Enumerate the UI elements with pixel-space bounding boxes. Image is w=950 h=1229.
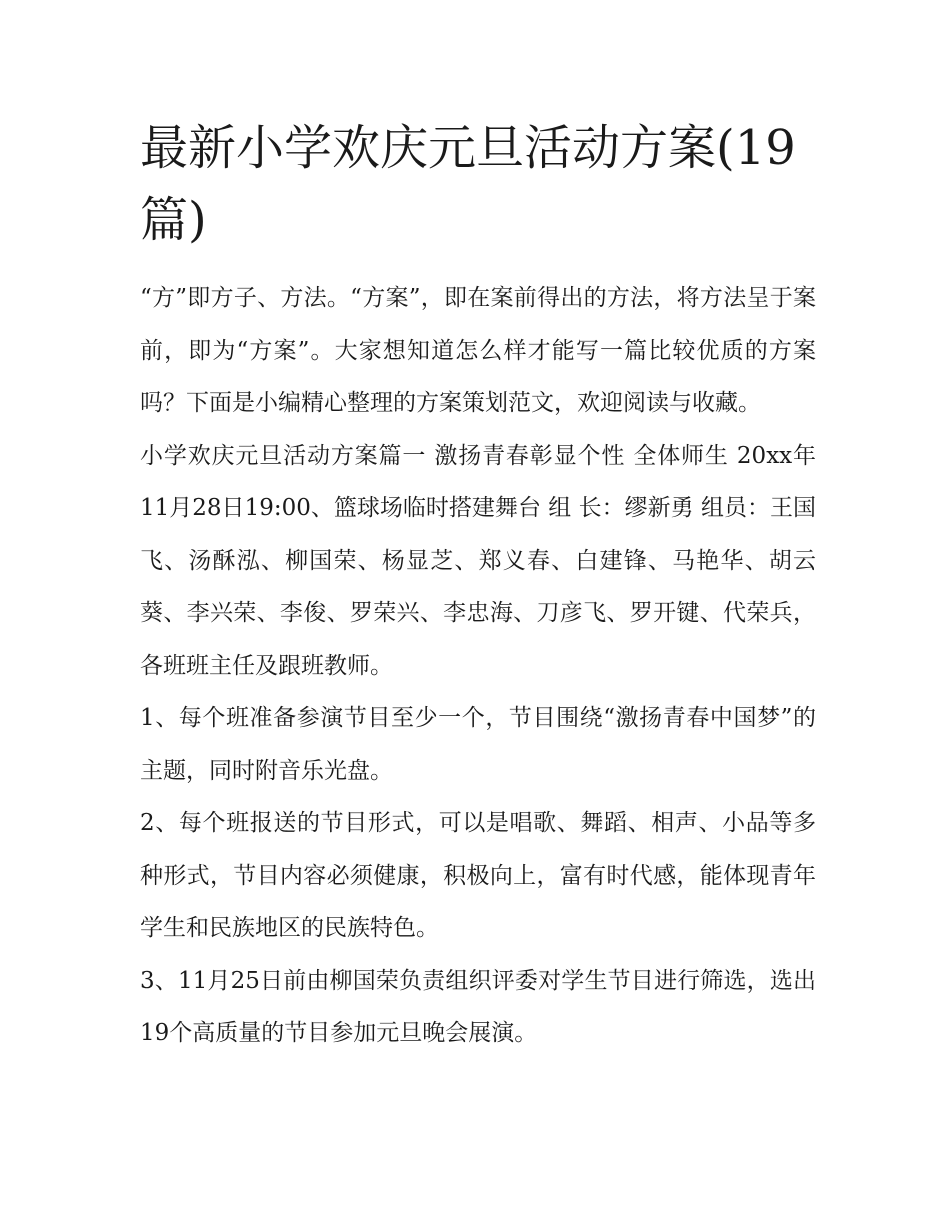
document-title: 最新小学欢庆元旦活动方案(19篇) (140, 120, 796, 248)
intro-paragraph: “方”即方子、方法。“方案”，即在案前得出的方法，将方法呈于案前，即为“方案”。大家想知道怎么样才能写一篇比较优质的方案吗？下面是小编精心整理的方案策划范文，欢迎阅读与收藏。 (140, 285, 816, 416)
item-2-paragraph: 2、每个班报送的节目形式，可以是唱歌、舞蹈、相声、小品等多种形式，节目内容必须健康，积极向上，富有时代感，能体现青年学生和民族地区的民族特色。 (140, 810, 816, 941)
event-overview-paragraph: 小学欢庆元旦活动方案篇一 激扬青春彰显个性 全体师生 20xx年11月28日19:00、篮球场临时搭建舞台 组 长：缪新勇 组员：王国飞、汤酥泓、柳国荣、杨显芝、郑义春、白建锋、马艳华、胡云葵、李兴荣、李俊、罗荣兴、李忠海、刀彦飞、罗开键、代荣兵，各班班主任及跟班教师。 (140, 442, 816, 679)
document-page (140, 112, 816, 1060)
item-1-paragraph: 1、每个班准备参演节目至少一个，节目围绕“激扬青春中国梦”的主题，同时附音乐光盘。 (140, 705, 816, 784)
item-3-paragraph: 3、11月25日前由柳国荣负责组织评委对学生节目进行筛选，选出19个高质量的节目参加元旦晚会展演。 (140, 967, 816, 1046)
